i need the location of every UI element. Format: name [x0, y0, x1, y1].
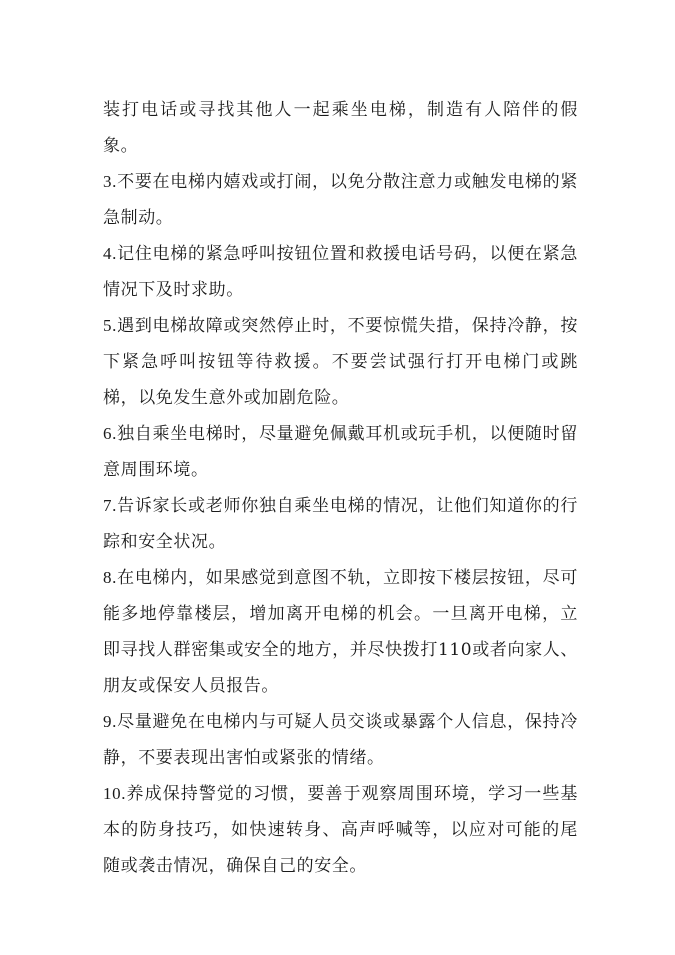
list-item-3: [103, 164, 578, 236]
list-item-5: [103, 308, 578, 416]
list-item-8: [103, 560, 578, 704]
list-number: 4.: [103, 244, 117, 263]
list-item-6: [103, 416, 578, 488]
list-number: 6.: [103, 424, 117, 443]
list-number: 9.: [103, 712, 117, 731]
paragraph-text: 装打电话或寻找其他人一起乘坐电梯，制造有人陪伴的假象。: [103, 100, 578, 156]
list-number: 10.: [103, 784, 127, 803]
list-number: 8.: [103, 568, 117, 587]
list-item-text: 养成保持警觉的习惯，要善于观察周围环境，学习一些基本的防身技巧，如快速转身、高声呼喊等，以应对可能的尾随或袭击情况，确保自己的安全。: [103, 784, 578, 876]
list-item-text: 不要在电梯内嬉戏或打闹，以免分散注意力或触发电梯的紧急制动。: [103, 172, 578, 228]
list-item-10: [103, 776, 578, 884]
list-number: 3.: [103, 172, 117, 191]
list-item-text: 在电梯内，如果感觉到意图不轨，立即按下楼层按钮，尽可能多地停靠楼层，增加离开电梯的机会。一旦离开电梯，立即寻找人群密集或安全的地方，并尽快拨打110或者向家人、朋友或保安人员报告。: [103, 568, 578, 696]
list-item-9: [103, 704, 578, 776]
document-body: [103, 92, 578, 884]
list-item-7: [103, 488, 578, 560]
list-number: 7.: [103, 496, 117, 515]
paragraph-continuation: [103, 92, 578, 164]
list-item-text: 独自乘坐电梯时，尽量避免佩戴耳机或玩手机，以便随时留意周围环境。: [103, 424, 578, 480]
list-item-text: 尽量避免在电梯内与可疑人员交谈或暴露个人信息，保持冷静，不要表现出害怕或紧张的情绪。: [103, 712, 578, 768]
list-item-text: 遇到电梯故障或突然停止时，不要惊慌失措，保持冷静，按下紧急呼叫按钮等待救援。不要尝试强行打开电梯门或跳梯，以免发生意外或加剧危险。: [103, 316, 578, 408]
list-number: 5.: [103, 316, 117, 335]
list-item-text: 告诉家长或老师你独自乘坐电梯的情况，让他们知道你的行踪和安全状况。: [103, 496, 578, 552]
list-item-4: [103, 236, 578, 308]
list-item-text: 记住电梯的紧急呼叫按钮位置和救援电话号码，以便在紧急情况下及时求助。: [103, 244, 578, 300]
